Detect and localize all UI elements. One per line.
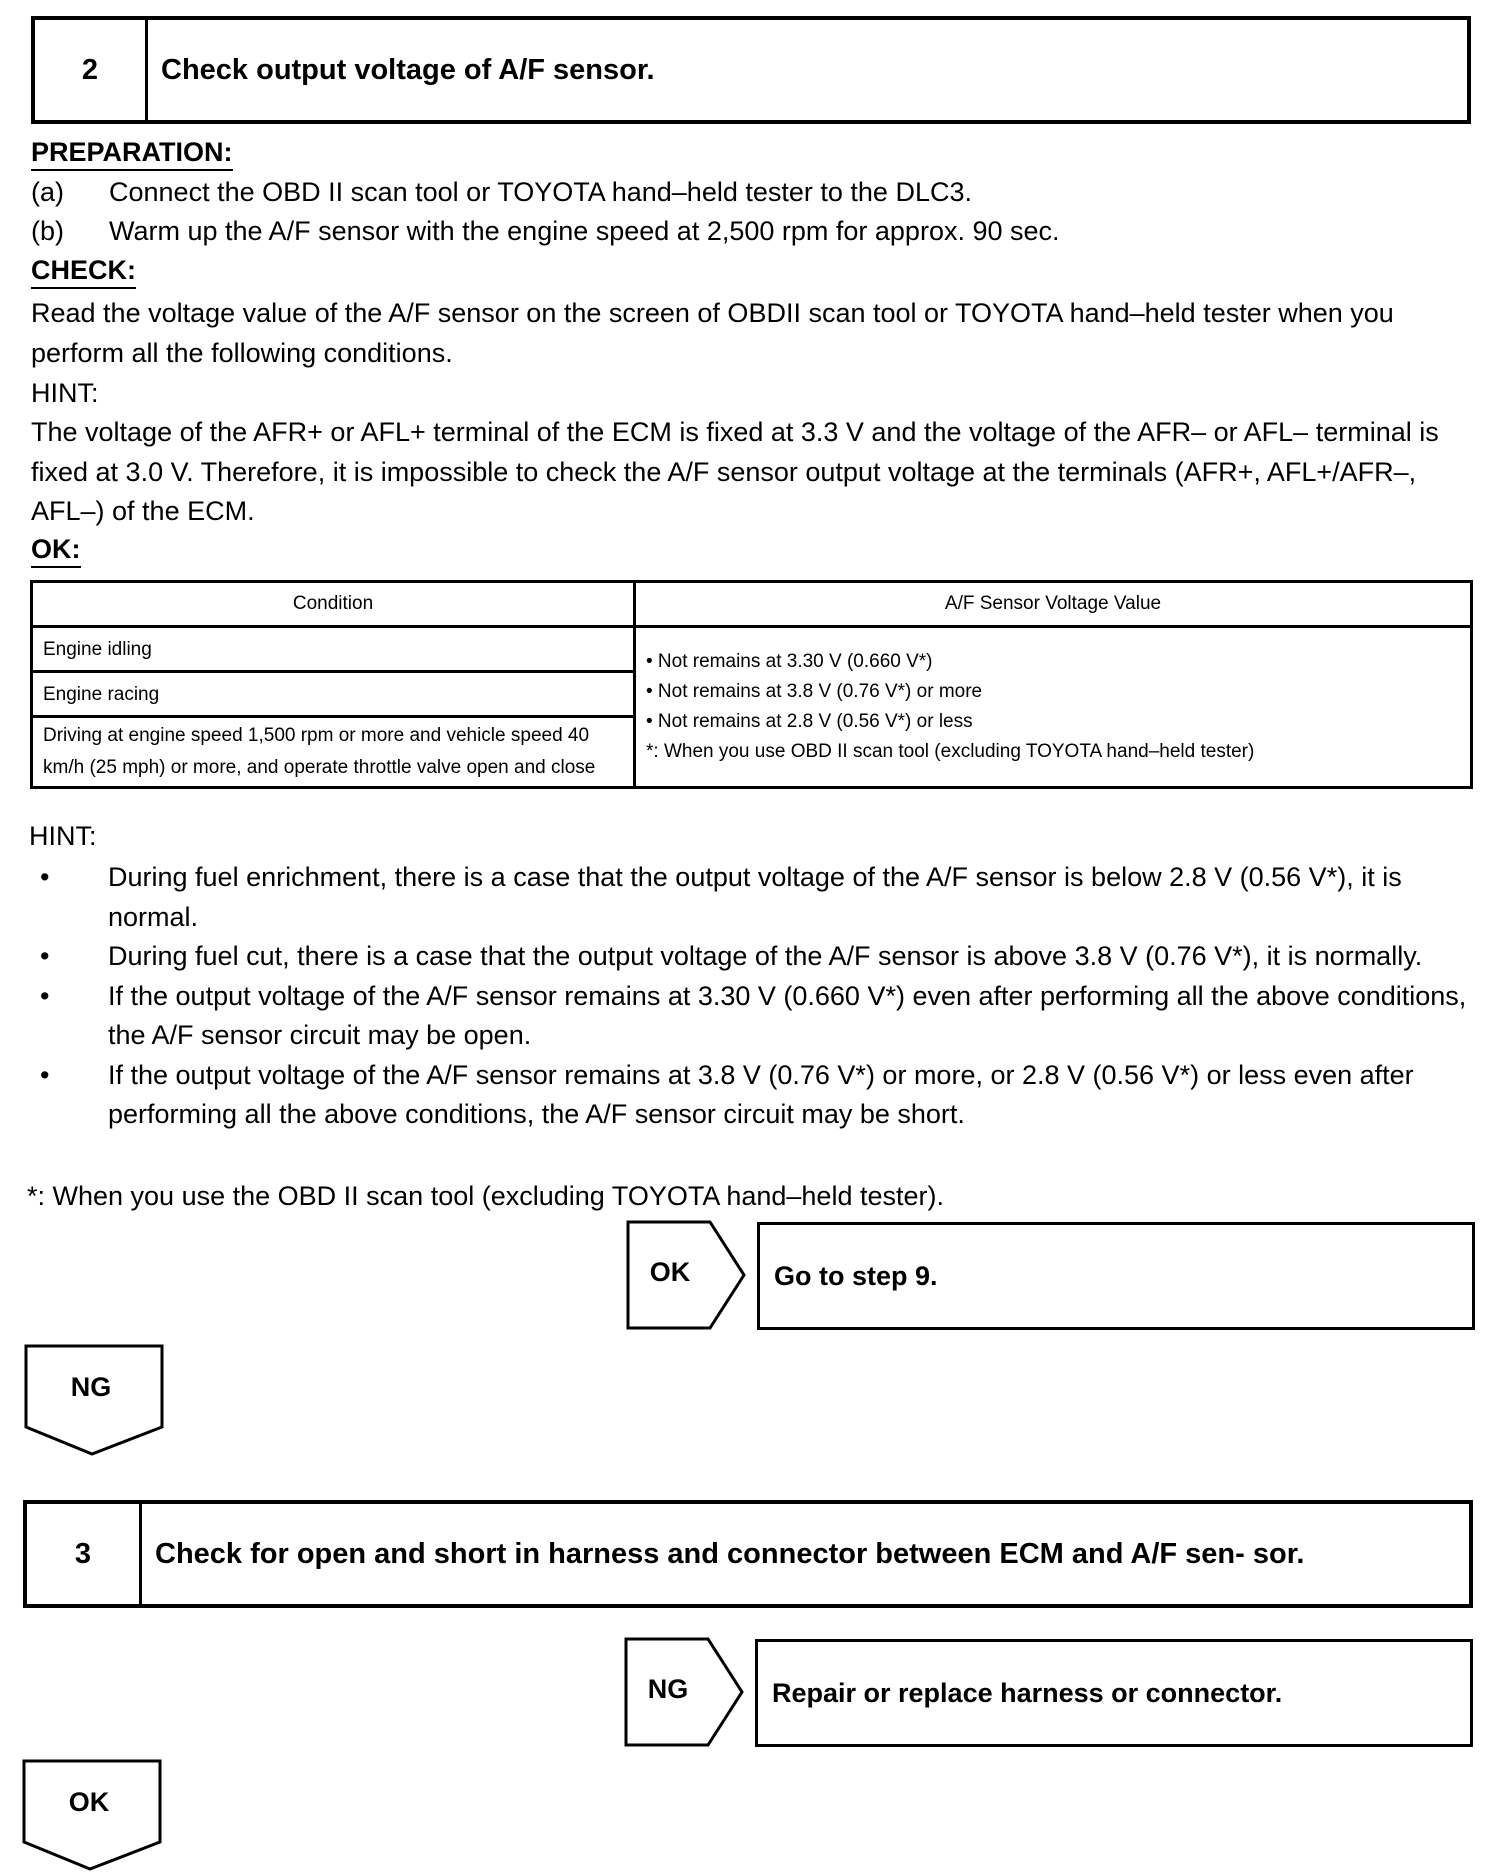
hint-item [28,937,1478,977]
ng-branch-label: NG [70,1372,112,1402]
preparation-item-label: (a) [31,177,64,207]
bullet-icon: • [40,980,50,1011]
preparation-item-a [31,176,972,208]
voltage-value-cell [635,627,1472,788]
hint-item-text: During fuel enrichment, there is a case that the output voltage of the A/F sensor is below 2.8 V (0.56 V*), it is normal. [108,862,1402,932]
ok-branch-label: OK [649,1257,691,1287]
hint-footnote: *: When you use the OBD II scan tool (excluding TOYOTA hand–held tester). [27,1181,944,1211]
voltage-value-line: • Not remains at 3.8 V (0.76 V*) or more [646,681,983,702]
voltage-value-line: • Not remains at 3.30 V (0.660 V*) [646,651,933,672]
check-text: Read the voltage value of the A/F sensor on the screen of OBDII scan tool or TOYOTA hand–held tester when you perform all the following conditions. [31,298,1394,368]
ok-heading: OK: [31,533,81,568]
ng-result-box: Repair or replace harness or connector. [755,1639,1473,1747]
hint-item [28,1056,1478,1135]
column-header-voltage-value: A/F Sensor Voltage Value [635,582,1472,627]
step-2-header [31,16,1471,124]
check-heading: CHECK: [31,254,136,289]
hint-label: HINT: [29,821,97,851]
table-header-row [32,582,1472,627]
ok-result-box: Go to step 9. [757,1222,1475,1330]
preparation-heading: PREPARATION: [31,136,233,171]
ng-branch-label: NG [647,1674,689,1704]
voltage-value-line: • Not remains at 2.8 V (0.56 V*) or less [646,711,973,732]
check-hint-text: The voltage of the AFR+ or AFL+ terminal of the ECM is fixed at 3.3 V and the voltage of the AFR– or AFL– terminal is fixed at 3.0 V. Therefore, it is impossible to check the A/F sensor output voltage at the terminals (AFR+, AFL+/AFR–, AFL–) of the ECM. [31,417,1439,526]
step-3-header [23,1500,1473,1608]
table-row [32,627,1472,672]
hint-item-text: During fuel cut, there is a case that the output voltage of the A/F sensor is above 3.8 V (0.76 V*), it is normally. [108,941,1423,971]
preparation-item-b [31,215,1060,247]
step-2-title: Check output voltage of A/F sensor. [161,54,655,86]
hint-item [28,858,1478,937]
hint-item-text: If the output voltage of the A/F sensor remains at 3.30 V (0.660 V*) even after performing all the above conditions, the A/F sensor circuit may be open. [108,980,1467,1050]
condition-cell: Engine racing [32,672,635,717]
step-3-title: Check for open and short in harness and connector between ECM and A/F sen- sor. [155,1538,1305,1570]
step-3-number: 3 [27,1504,142,1604]
condition-cell: Driving at engine speed 1,500 rpm or more and vehicle speed 40 km/h (25 mph) or more, and operate throttle valve open and close [32,717,635,788]
hint-list [28,858,1478,1135]
column-header-condition: Condition [32,582,635,627]
bullet-icon: • [40,941,50,971]
hint-item [28,977,1478,1056]
check-hint-label: HINT: [31,378,99,408]
ok-branch-label: OK [68,1787,110,1817]
step-2-number: 2 [35,20,148,120]
preparation-item-text: Warm up the A/F sensor with the engine speed at 2,500 rpm for approx. 90 sec. [109,216,1060,246]
bullet-icon: • [40,1059,50,1090]
preparation-item-label: (b) [31,216,64,246]
bullet-icon: • [40,862,50,892]
condition-cell: Engine idling [32,627,635,672]
preparation-item-text: Connect the OBD II scan tool or TOYOTA hand–held tester to the DLC3. [109,177,972,207]
voltage-value-footnote: *: When you use OBD II scan tool (excluding TOYOTA hand–held tester) [646,741,1255,762]
ok-criteria-table [30,580,1473,789]
hint-item-text: If the output voltage of the A/F sensor remains at 3.8 V (0.76 V*) or more, or 2.8 V (0.56 V*) or less even after performing all the above conditions, the A/F sensor circuit may be short. [108,1059,1414,1129]
